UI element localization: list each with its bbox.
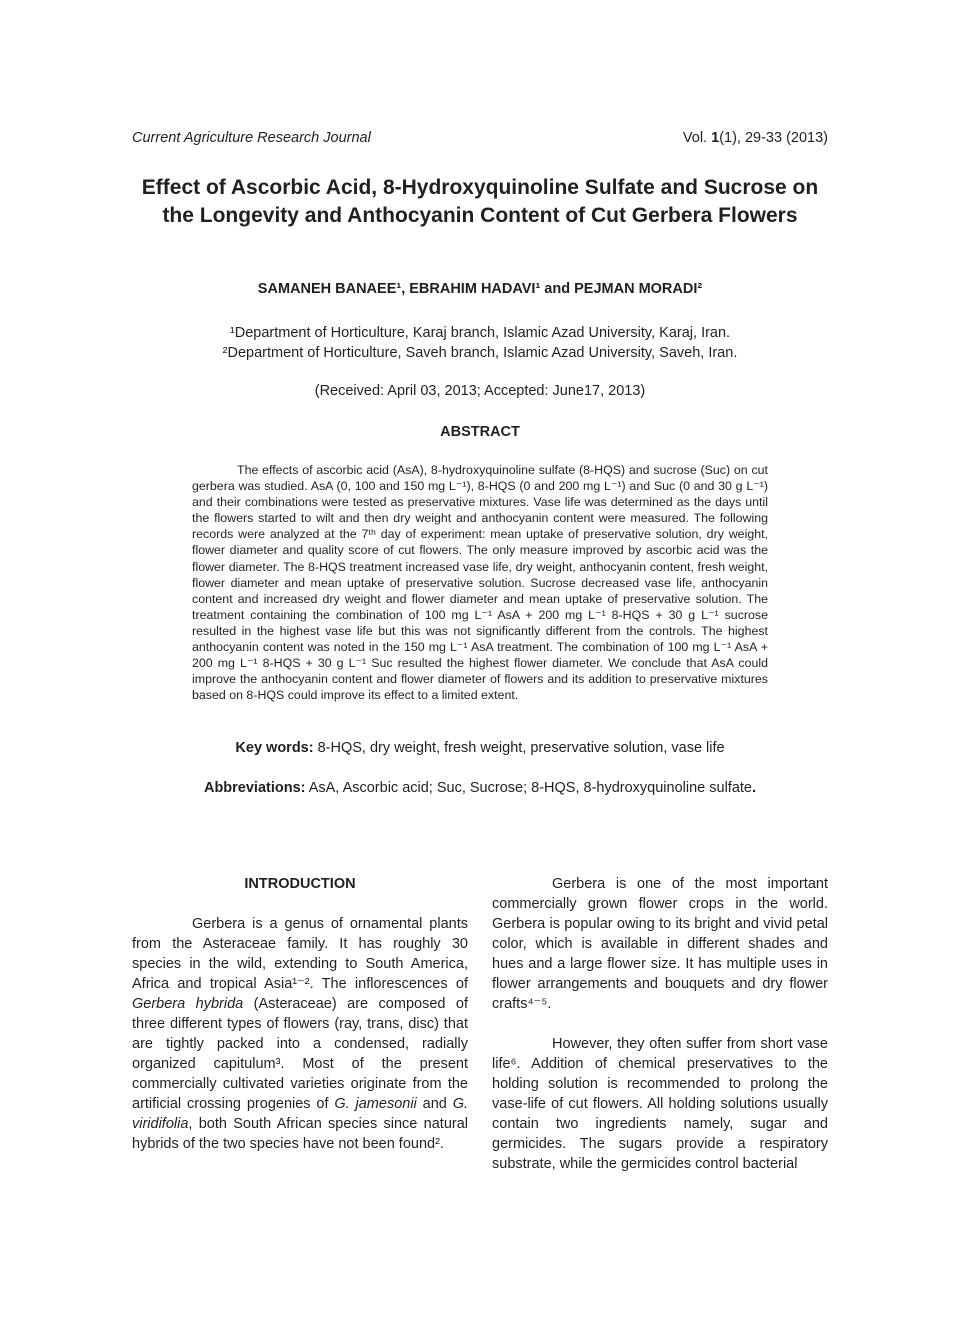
authors: SAMANEH BANAEE¹, EBRAHIM HADAVI¹ and PEJMAN MORADI² [257, 281, 703, 297]
text-segment: Gerbera is a genus of ornamental plants from the Asteraceae family. It has roughly 30 species in the wild, extending to South America, Africa and tropical Asia¹⁻². The inflorescences of [132, 916, 468, 992]
right-column [492, 874, 828, 1174]
introduction-heading: INTRODUCTION [244, 876, 356, 892]
species-name: Gerbera hybrida [132, 996, 244, 1012]
text-segment: and [416, 1096, 453, 1112]
volume-info [683, 130, 828, 146]
intro-paragraph-1 [132, 914, 468, 1154]
text-segment: (Asteraceae) are composed of three different types of flowers (ray, trans, disc) that are tightly packed into a condensed, radially organized capitulum³. Most of the present commercially cultivated varieties originate from the artificial crossing progenies of [132, 996, 469, 1112]
affiliations [130, 323, 830, 363]
paper-title: Effect of Ascorbic Acid, 8-Hydroxyquinoline Sulfate and Sucrose on the Longevity and Anthocyanin Content of Cut Gerbera Flowers [141, 176, 819, 227]
abbreviations-end: . [751, 780, 757, 796]
intro-paragraph-2: Gerbera is one of the most important commercially grown flower crops in the world. Gerbera is popular owing to its bright and vivid petal color, which is available in different shades and hues and a large flower size. It has multiple uses in flower arrangements and bouquets and dry flower crafts⁴⁻⁵. [492, 876, 828, 1012]
abbreviations [130, 780, 830, 796]
keywords-label: Key words: [235, 740, 314, 756]
text-segment: , both South African species since natural hybrids of the two species have not been found². [132, 1116, 468, 1152]
vol-number: 1 [711, 130, 720, 146]
keywords [130, 740, 830, 756]
journal-name: Current Agriculture Research Journal [132, 130, 371, 146]
vol-prefix: Vol. [682, 130, 712, 146]
abstract-heading: ABSTRACT [440, 424, 520, 440]
received-accepted-dates: (Received: April 03, 2013; Accepted: June17, 2013) [314, 383, 646, 399]
abbreviations-text: AsA, Ascorbic acid; Suc, Sucrose; 8-HQS, 8-hydroxyquinoline sulfate [305, 780, 752, 796]
affiliation-2: ²Department of Horticulture, Saveh branch, Islamic Azad University, Saveh, Iran. [222, 345, 738, 361]
intro-paragraph-3: However, they often suffer from short vase life⁶. Addition of chemical preservatives to the holding solution is recommended to prolong the vase-life of cut flowers. All holding solutions usually contain two ingredients namely, sugar and germicides. The sugars provide a respiratory substrate, while the germicides control bacterial [492, 1036, 828, 1172]
species-name: G. viridifolia [132, 1096, 468, 1132]
abstract-text: The effects of ascorbic acid (AsA), 8-hydroxyquinoline sulfate (8-HQS) and sucrose (Suc) on cut gerbera was studied. AsA (0, 100 and 150 mg L⁻¹), 8-HQS (0 and 200 mg L⁻¹) and Suc (0 and 30 g L⁻¹) and their combinations were tested as preservative mixtures. Vase life was determined as the days until the flowers started to wilt and then dry weight and anthocyanin content were measured. The following records were analyzed at the 7ᵗʰ day of experiment: mean uptake of preservative solution, dry weight, flower diameter and quality score of cut flowers. The only measure improved by ascorbic acid was the flower diameter. The 8-HQS treatment increased vase life, dry weight, anthocyanin content, fresh weight, flower diameter and mean uptake of preservative solution. Sucrose decreased vase life, anthocyanin content and increased dry weight and flower diameter and mean uptake of preservative solution. The treatment containing the combination of 100 mg L⁻¹ AsA + 200 mg L⁻¹ 8-HQS + 30 g L⁻¹ sucrose resulted in the highest vase life but this was not significantly different from the controls. The highest anthocyanin content was noted in the 150 mg L⁻¹ AsA treatment. The combination of 100 mg L⁻¹ AsA + 200 mg L⁻¹ 8-HQS + 30 g L⁻¹ Suc resulted the highest flower diameter. We conclude that AsA could improve the anthocyanin content and flower diameter of flowers and its addition to preservative mixtures based on 8-HQS could improve its effect to a limited extent. [192, 463, 768, 703]
vol-rest: (1), 29-33 (2013) [719, 130, 828, 146]
abbreviations-label: Abbreviations: [203, 780, 306, 796]
left-column [132, 874, 468, 1154]
species-name: G. jamesonii [334, 1096, 417, 1112]
affiliation-1: ¹Department of Horticulture, Karaj branch, Islamic Azad University, Karaj, Iran. [229, 325, 731, 341]
keywords-text: 8-HQS, dry weight, fresh weight, preservative solution, vase life [313, 740, 725, 756]
